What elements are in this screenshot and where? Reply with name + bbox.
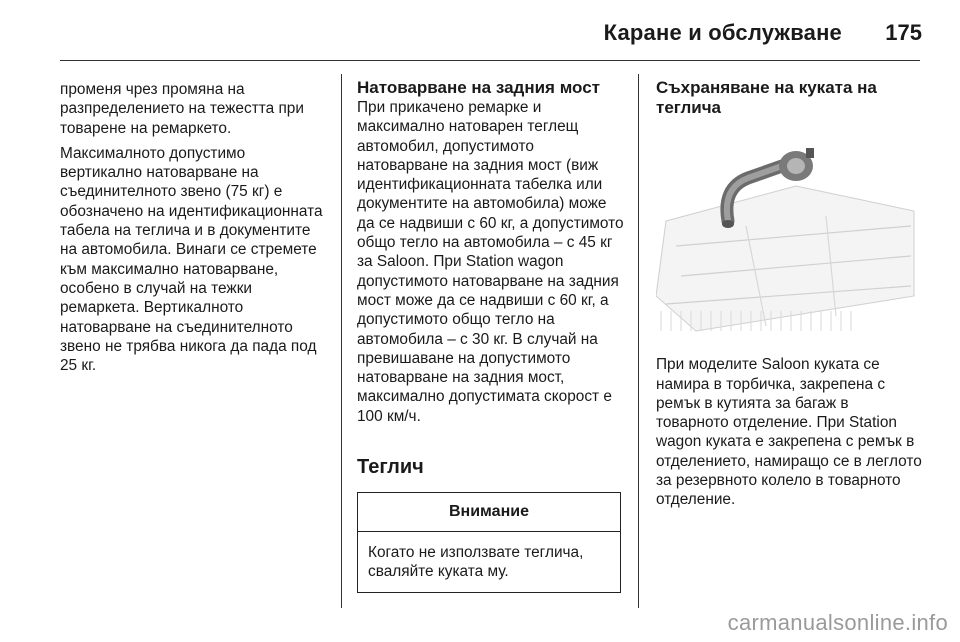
section-heading: Съхраняване на куката на теглича — [656, 78, 877, 117]
warning-text: Когато не използвате теглича, сваляйте куката му. — [368, 544, 584, 581]
page-number: 175 — [885, 20, 922, 45]
section-heading: Натоварване на задния мост — [357, 78, 600, 97]
watermark: carmanualsonline.info — [727, 610, 948, 635]
tow-hook-in-boot-illustration — [656, 126, 918, 336]
header-divider — [60, 60, 920, 61]
warning-title: Внимание — [358, 493, 620, 532]
column-left — [60, 80, 328, 381]
warning-box — [357, 492, 621, 593]
column-divider-1 — [341, 74, 342, 608]
column-divider-2 — [638, 74, 639, 608]
column-middle — [357, 78, 625, 593]
paragraph: Максималното допустимо вертикално натоварване на съединителното звено (75 кг) е обозначено на идентификационната табела на теглича и в документите на автомобила. Винаги се стремете към максимално натоварване, особено в случай на тежки ремаркета. Вертикалното натоварване на съединителното звено не трябва никога да пада под 25 кг. — [60, 144, 323, 375]
paragraph: променя чрез промяна на разпределението на тежестта при товарене на ремаркето. — [60, 81, 304, 137]
paragraph: При прикачено ремарке и максимално натоварен теглещ автомобил, допустимото натоварване на задния мост (виж идентификационната табелка или документите на автомобила) може да се надвиши с 60 кг, а допустимото общо тегло на автомобила – с 45 кг за Saloon. При Station wagon допустимото натоварване на задния мост може да се надвиши с 60 кг, а допустимото общо тегло на автомобила – с 30 кг. В случай на превишаване на допустимото натоварване на задния мост, максимално допустимата скорост е 100 км/ч. — [357, 99, 624, 425]
column-right — [656, 78, 924, 516]
section-heading: Теглич — [357, 456, 424, 479]
page-title: Каране и обслужване — [603, 20, 842, 45]
paragraph: При моделите Saloon куката се намира в торбичка, закрепена с ремък в кутията за багаж в товарното отделение. При Station wagon куката е закрепена с ремък в отделението, намиращо се в леглото за резервното колело в товарното отделение. — [656, 356, 922, 509]
